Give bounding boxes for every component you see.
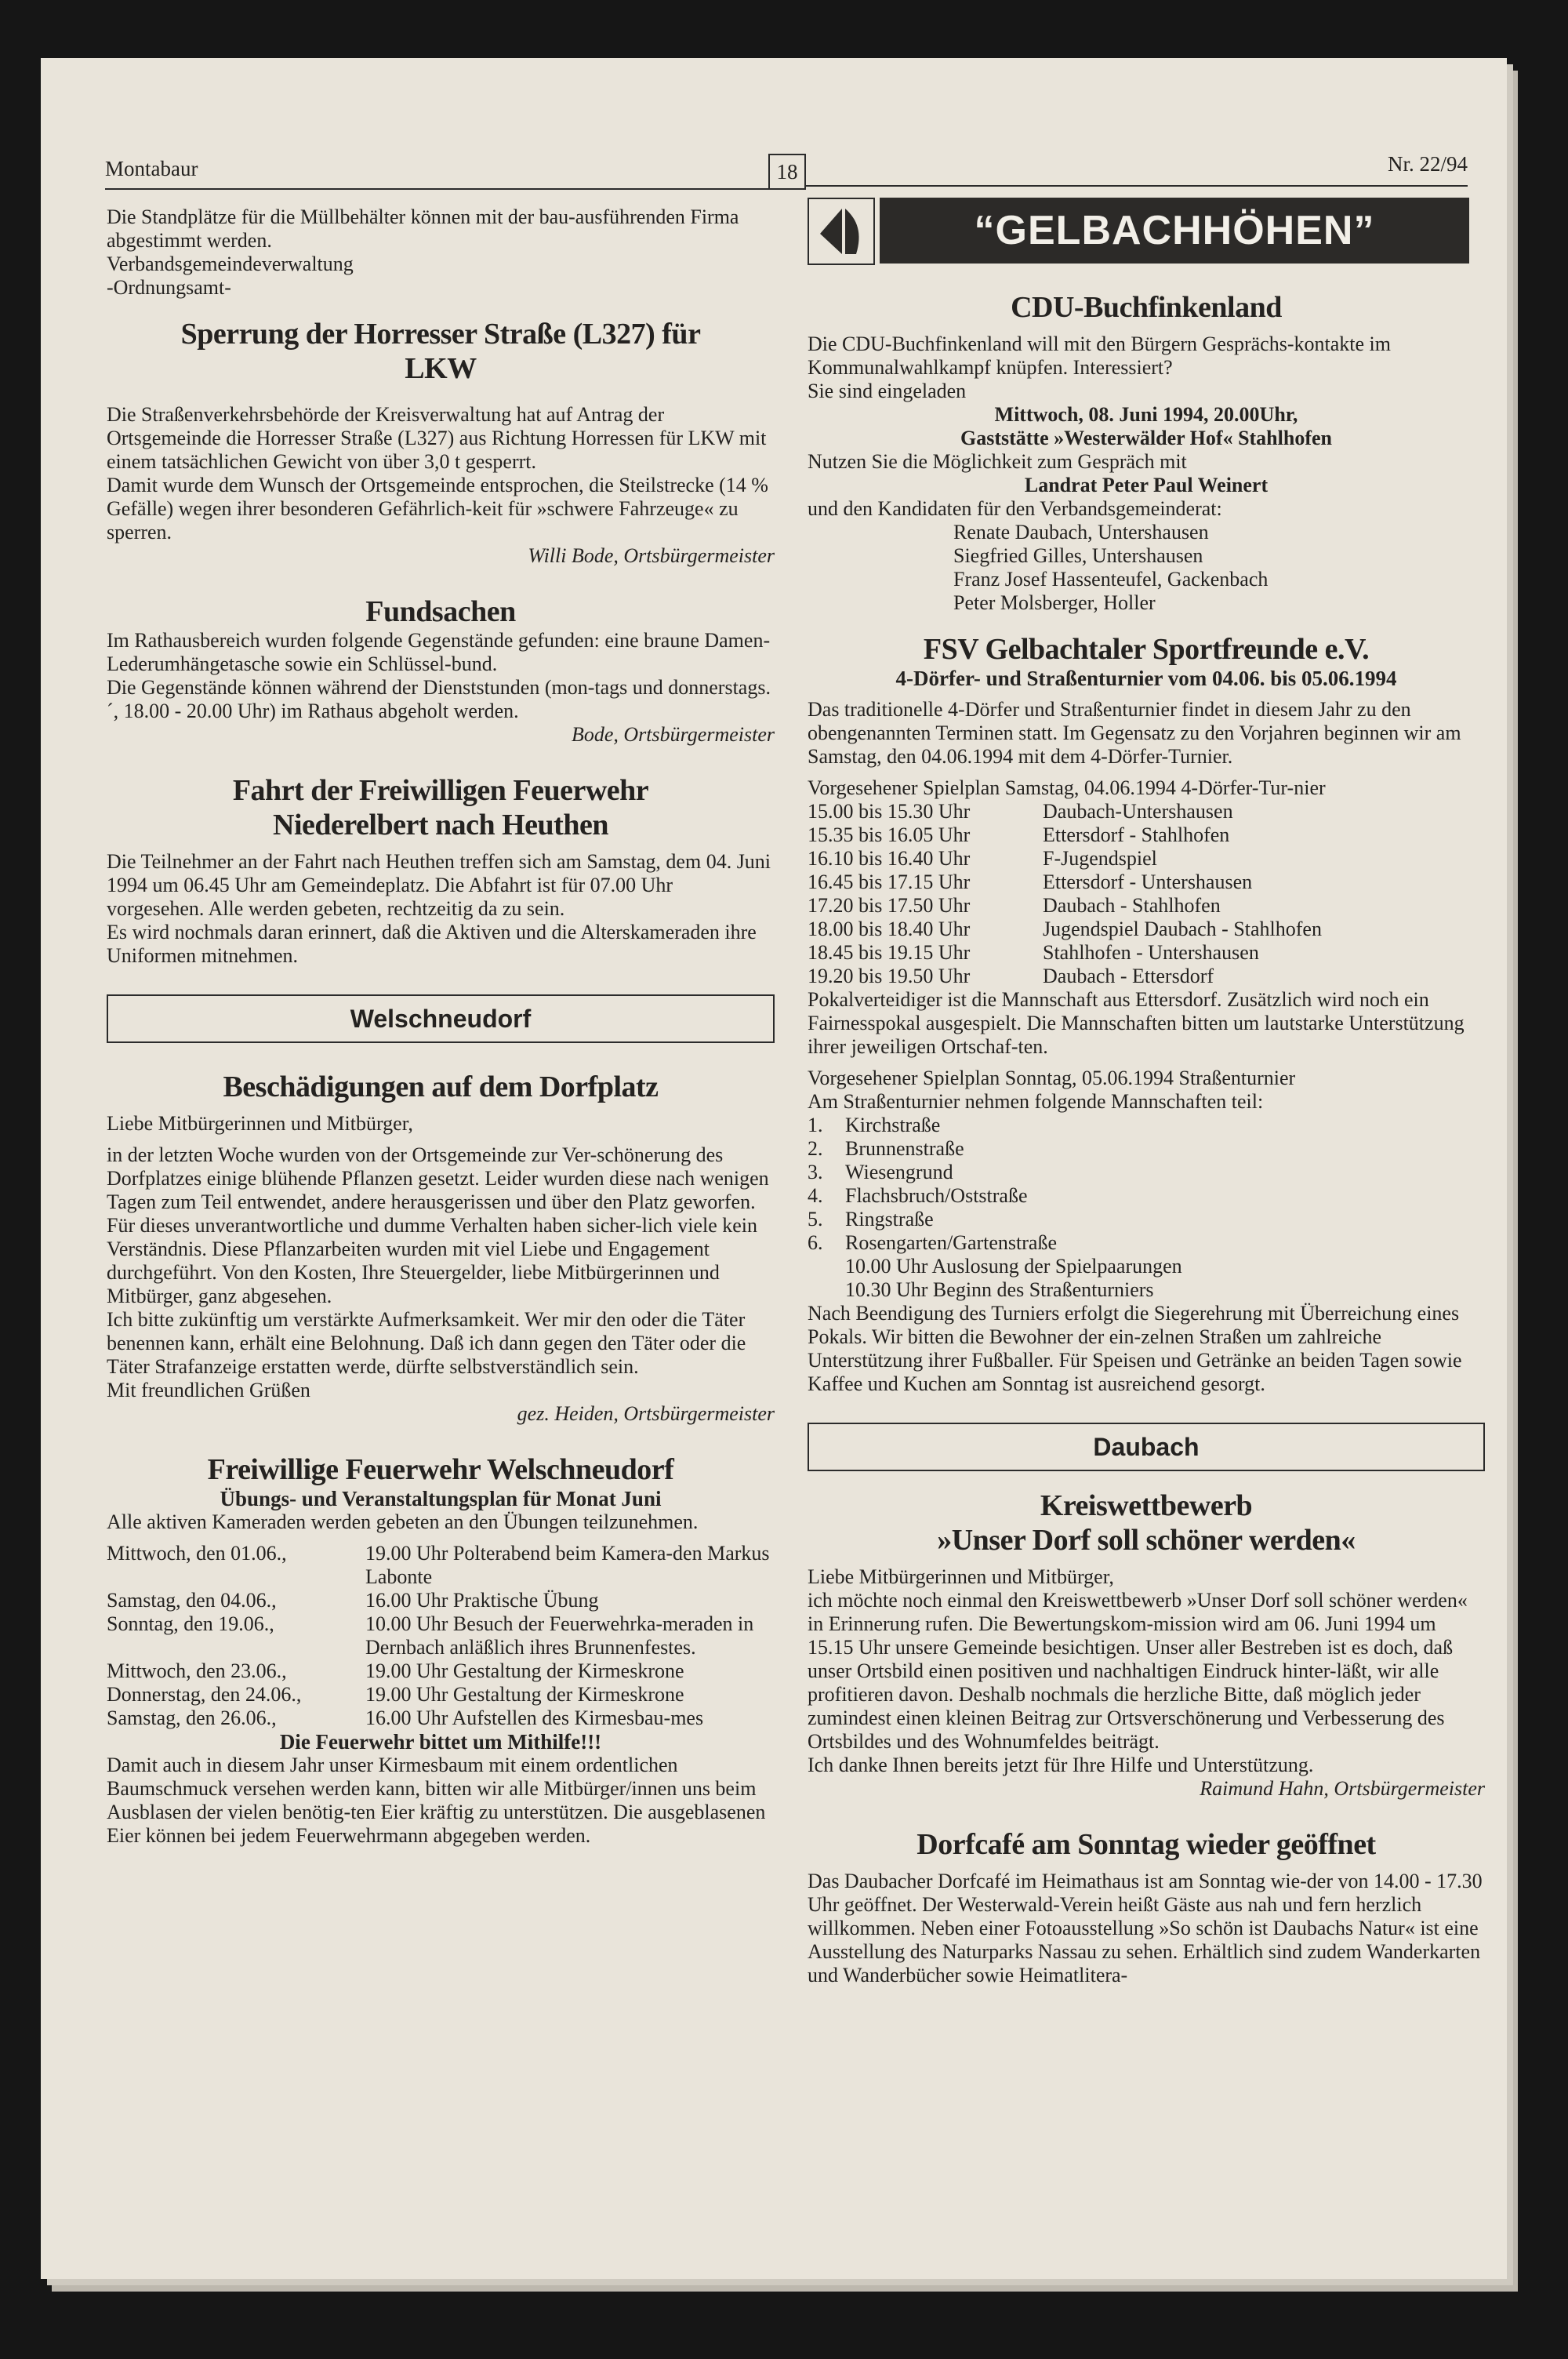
article-subtitle: Übungs- und Veranstaltungsplan für Monat Juni (220, 1487, 662, 1510)
game-time: 15.00 bis 15.30 Uhr (808, 800, 971, 823)
article-title-ff-welschneudorf: Freiwillige Feuerwehr Welschneudorf (207, 1453, 674, 1486)
candidate: Peter Molsberger, Holler (953, 591, 1156, 614)
team-name: Flachsbruch/Oststraße (845, 1184, 1028, 1207)
article-text: Ich danke Ihnen bereits jetzt für Ihre Hilfe und Unterstützung. (808, 1754, 1314, 1776)
game-match: Ettersdorf - Untershausen (1043, 871, 1253, 893)
article-text: Die Teilnehmer an der Fahrt nach Heuthen treffen sich am Samstag, dem 04. Juni 1994 um 06.45 Uhr am Gemeindeplatz. Die Abfahrt ist für 07.00 Uhr vorgesehen. Alle werden gebeten, rechtzeitig da zu sein. (107, 850, 771, 920)
article-title-unser-dorf: »Unser Dorf soll schöner werden« (937, 1524, 1356, 1557)
right-column (808, 290, 1485, 1987)
list-item (808, 1161, 1485, 1184)
closing: Mit freundlichen Grüßen (107, 1379, 310, 1401)
article-text: Vorgesehener Spielplan Samstag, 04.06.1994 4-Dörfer-Tur-nier (808, 776, 1326, 799)
article-title-horresser: Sperrung der Horresser Straße (L327) für LKW (180, 318, 701, 385)
team-name: Brunnenstraße (845, 1137, 964, 1160)
issue-number: Nr. 22/94 (1387, 152, 1468, 176)
article-text: Im Rathausbereich wurden folgende Gegenstände gefunden: eine braune Damen-Lederumhängetasche sowie ein Schlüssel-bund. (107, 629, 771, 675)
article-text: und den Kandidaten für den Verbandsgemeinderat: (808, 497, 1222, 520)
banner-title: “GELBACHHÖHEN” (880, 198, 1469, 264)
game-time: 19.20 bis 19.50 Uhr (808, 965, 971, 987)
article-text: Damit wurde dem Wunsch der Ortsgemeinde entsprochen, die Steilstrecke (14 % Gefälle) wegen ihrer besonderen Gefährlich-keit für »schwere Fahrzeuge« zu sperren. (107, 474, 768, 543)
candidate: Siegfried Gilles, Untershausen (953, 544, 1203, 567)
tournament-time: 10.30 Uhr Beginn des Straßenturniers (845, 1278, 1154, 1301)
team-name: Ringstraße (845, 1208, 934, 1230)
salutation: Liebe Mitbürgerinnen und Mitbürger, (808, 1565, 1114, 1588)
article-title-fsv: FSV Gelbachtaler Sportfreunde e.V. (923, 633, 1370, 666)
schedule-text: 16.00 Uhr Praktische Übung (365, 1589, 599, 1612)
team-name: Wiesengrund (845, 1161, 953, 1183)
article-title-kreiswettbewerb: Kreiswettbewerb (1040, 1489, 1253, 1522)
team-number: 3. (808, 1161, 823, 1183)
list-item (808, 1137, 1485, 1161)
list-item (808, 1231, 1485, 1255)
team-name: Kirchstraße (845, 1114, 941, 1136)
game-match: Stahlhofen - Untershausen (1043, 941, 1259, 964)
article-text: Das traditionelle 4-Dörfer und Straßenturnier findet in diesem Jahr zu den obengenannten Terminen statt. Im Gegensatz zu den Vorjahren beginnen wir am Samstag, den 04.06.1994 mit dem 4-Dörfer-Turnier. (808, 698, 1461, 768)
article-text: Es wird nochmals daran erinnert, daß die Aktiven und die Alterskameraden ihre Uniformen mitnehmen. (107, 921, 757, 967)
event-venue: Gaststätte »Westerwälder Hof« Stahlhofen (960, 427, 1332, 449)
signature: Willi Bode, Ortsbürgermeister (528, 544, 775, 567)
game-schedule (808, 800, 1485, 988)
article-text: in der letzten Woche wurden von der Ortsgemeinde zur Ver-schönerung des Dorfplatzes einige blühende Pflanzen gesetzt. Leider wurden diese nach wenigen Tagen zum Teil entwendet, andere herausgerissen und über den Platz geworfen. Für dieses unverantwortliche und dumme Verhalten haben sicher-lich viele kein Verständnis. Diese Pflanzarbeiten wurden mit viel Liebe und Engagement durchgeführt. Von den Kosten, Ihre Steuergelder, liebe Mitbürgerinnen und Mitbürger, ganz abgesehen. (107, 1143, 769, 1307)
article-subtitle: 4-Dörfer- und Straßenturnier vom 04.06. bis 05.06.1994 (895, 667, 1397, 690)
header-rule-left (105, 188, 768, 190)
schedule-text: 19.00 Uhr Gestaltung der Kirmeskrone (365, 1683, 684, 1706)
event-guest: Landrat Peter Paul Weinert (1024, 474, 1269, 496)
schedule-date: Samstag, den 04.06., (107, 1589, 277, 1612)
intro-text: Die Standplätze für die Müllbehälter können mit der bau-ausführenden Firma abgestimmt werden. (107, 205, 739, 252)
article-text: Die Straßenverkehrsbehörde der Kreisverwaltung hat auf Antrag der Ortsgemeinde die Horresser Straße (L327) aus Richtung Horressen für LKW mit einem tatsächlichen Gewicht von über 3,0 t gesperrt. (107, 403, 767, 473)
page-number: 18 (768, 154, 806, 190)
game-match: Daubach-Untershausen (1043, 800, 1233, 823)
salutation: Liebe Mitbürgerinnen und Mitbürger, (107, 1112, 413, 1135)
event-date: Mittwoch, 08. Juni 1994, 20.00Uhr, (994, 403, 1298, 426)
schedule-date: Donnerstag, den 24.06., (107, 1683, 302, 1706)
team-list (808, 1114, 1485, 1255)
schedule-date: Sonntag, den 19.06., (107, 1612, 274, 1635)
article-title-dorfplatz: Beschädigungen auf dem Dorfplatz (223, 1070, 659, 1103)
team-number: 4. (808, 1184, 823, 1207)
intro-department: -Ordnungsamt- (107, 276, 231, 299)
game-match: Jugendspiel Daubach - Stahlhofen (1043, 918, 1322, 940)
article-title-fundsachen: Fundsachen (365, 595, 516, 628)
article-text: Am Straßenturnier nehmen folgende Mannschaften teil: (808, 1090, 1264, 1113)
team-name: Rosengarten/Gartenstraße (845, 1231, 1058, 1254)
intro-authority: Verbandsgemeindeverwaltung (107, 253, 354, 275)
article-text: Das Daubacher Dorfcafé im Heimathaus ist am Sonntag wie-der von 14.00 - 17.30 Uhr geöffnet. Der Westerwald-Verein heißt Gäste aus nah und fern herzlich willkommen. Neben einer Fotoausstellung »So schön ist Daubachs Natur« ist eine Ausstellung des Naturparks Nassau zu sehen. Erhältlich sind zudem Wanderkarten und Wanderbücher sowie Heimatlitera- (808, 1870, 1483, 1986)
team-number: 2. (808, 1137, 823, 1160)
signature: Bode, Ortsbürgermeister (571, 723, 775, 746)
game-time: 17.20 bis 17.50 Uhr (808, 894, 971, 917)
gelbachhoehen-banner (808, 198, 1469, 264)
schedule-date: Mittwoch, den 23.06., (107, 1659, 287, 1682)
article-text: Vorgesehener Spielplan Sonntag, 05.06.1994 Straßenturnier (808, 1067, 1296, 1089)
article-text: Alle aktiven Kameraden werden gebeten an den Übungen teilzunehmen. (107, 1510, 699, 1533)
section-welschneudorf: Welschneudorf (107, 994, 775, 1043)
list-item (808, 1184, 1485, 1208)
game-time: 16.45 bis 17.15 Uhr (808, 871, 971, 893)
candidate: Franz Josef Hassenteufel, Gackenbach (953, 568, 1269, 591)
game-time: 16.10 bis 16.40 Uhr (808, 847, 971, 870)
article-text: Ich bitte zukünftig um verstärkte Aufmerksamkeit. Wer mir den oder die Täter benennen kann, erhält eine Belohnung. Daß ich dann gegen den Täter oder die Täter Strafanzeige erstatten werde, dürfte selbstverständlich sein. (107, 1308, 746, 1378)
schedule-date: Mittwoch, den 01.06., (107, 1542, 287, 1565)
game-time: 18.00 bis 18.40 Uhr (808, 918, 971, 940)
game-match: Ettersdorf - Stahlhofen (1043, 823, 1230, 846)
list-item (808, 1114, 1485, 1137)
article-text: Sie sind eingeladen (808, 380, 967, 402)
signature: Raimund Hahn, Ortsbürgermeister (1200, 1777, 1485, 1800)
game-match: Daubach - Ettersdorf (1043, 965, 1214, 987)
article-text: Nach Beendigung des Turniers erfolgt die Siegerehrung mit Überreichung eines Pokals. Wir bitten die Bewohner der ein-zelnen Straßen um zahlreiche Unterstützung ihrer Fußballer. Für Speisen und Getränke an beiden Tagen sowie Kaffee und Kuchen am Sonntag ist ausreichend gesorgt. (808, 1302, 1462, 1395)
article-text: ich möchte noch einmal den Kreiswettbewerb »Unser Dorf soll schöner werden« in Erinnerung rufen. Die Bewertungskom-mission wird am 06. Juni 1994 um 15.15 Uhr unsere Gemeinde besichtigen. Unser aller Bestreben ist es doch, daß unser Ortsbild einen positiven und nachhaltigen Eindruck hinter-läßt, wir alle profitieren davon. Deshalb nochmals die herzliche Bitte, daß möglich jeder zumindest einen kleinen Beitrag zur Ortsverschönerung und Verbesserung des Ortsbildes und des Wohnumfeldes beiträgt. (808, 1589, 1468, 1753)
schedule-date: Samstag, den 26.06., (107, 1707, 277, 1729)
schedule-text: 10.00 Uhr Besuch der Feuerwehrka-meraden in Dernbach anläßlich ihres Brunnenfestes. (365, 1612, 754, 1659)
article-title-cdu: CDU-Buchfinkenland (1011, 291, 1282, 324)
article-text: Nutzen Sie die Möglichkeit zum Gespräch mit (808, 450, 1187, 473)
article-text: Damit auch in diesem Jahr unser Kirmesbaum mit einem ordentlichen Baumschmuck versehen werden kann, bitten wir alle Mitbürger/innen uns beim Ausblasen der vielen benötig-ten Eier kräftig zu unterstützen. Die ausgeblasenen Eier können bei jedem Feuerwehrmann abgegeben werden. (107, 1754, 766, 1847)
schedule-text: 19.00 Uhr Gestaltung der Kirmeskrone (365, 1659, 684, 1682)
header-town: Montabaur (105, 157, 198, 180)
schedule-text: 16.00 Uhr Aufstellen des Kirmesbau-mes (365, 1707, 704, 1729)
list-item (808, 1208, 1485, 1231)
article-text: Pokalverteidiger ist die Mannschaft aus Ettersdorf. Zusätzlich wird noch ein Fairnesspokal ausgespielt. Die Mannschaften bitten um lautstarke Unterstützung ihrer jeweiligen Ortschaf-ten. (808, 988, 1465, 1058)
article-text: Die Gegenstände können während der Dienststunden (mon-tags und donnerstags.´, 18.00 - 20.00 Uhr) im Rathaus abgeholt werden. (107, 676, 771, 722)
signature: gez. Heiden, Ortsbürgermeister (517, 1402, 775, 1425)
article-title-dorfcafe: Dorfcafé am Sonntag wieder geöffnet (916, 1828, 1376, 1861)
schedule-text: 19.00 Uhr Polterabend beim Kamera-den Markus Labonte (365, 1542, 770, 1588)
header-rule-right (804, 185, 1468, 187)
team-number: 5. (808, 1208, 823, 1230)
candidate: Renate Daubach, Untershausen (953, 521, 1209, 543)
game-match: Daubach - Stahlhofen (1043, 894, 1221, 917)
team-number: 6. (808, 1231, 823, 1254)
game-match: F-Jugendspiel (1043, 847, 1157, 870)
game-time: 18.45 bis 19.15 Uhr (808, 941, 971, 964)
article-text: Die CDU-Buchfinkenland will mit den Bürgern Gesprächs-kontakte im Kommunalwahlkampf knüpfen. Interessiert? (808, 333, 1391, 379)
article-title-feuerwehr-fahrt: Fahrt der Freiwilligen Feuerwehr Niederelbert nach Heuthen (232, 774, 649, 841)
section-daubach: Daubach (808, 1423, 1485, 1471)
left-column (107, 205, 775, 1848)
callout: Die Feuerwehr bittet um Mithilfe!!! (279, 1730, 602, 1754)
ff-schedule (107, 1542, 775, 1730)
region-logo-icon (808, 198, 875, 265)
team-number: 1. (808, 1114, 823, 1136)
tournament-time: 10.00 Uhr Auslosung der Spielpaarungen (845, 1255, 1182, 1278)
game-time: 15.35 bis 16.05 Uhr (808, 823, 971, 846)
